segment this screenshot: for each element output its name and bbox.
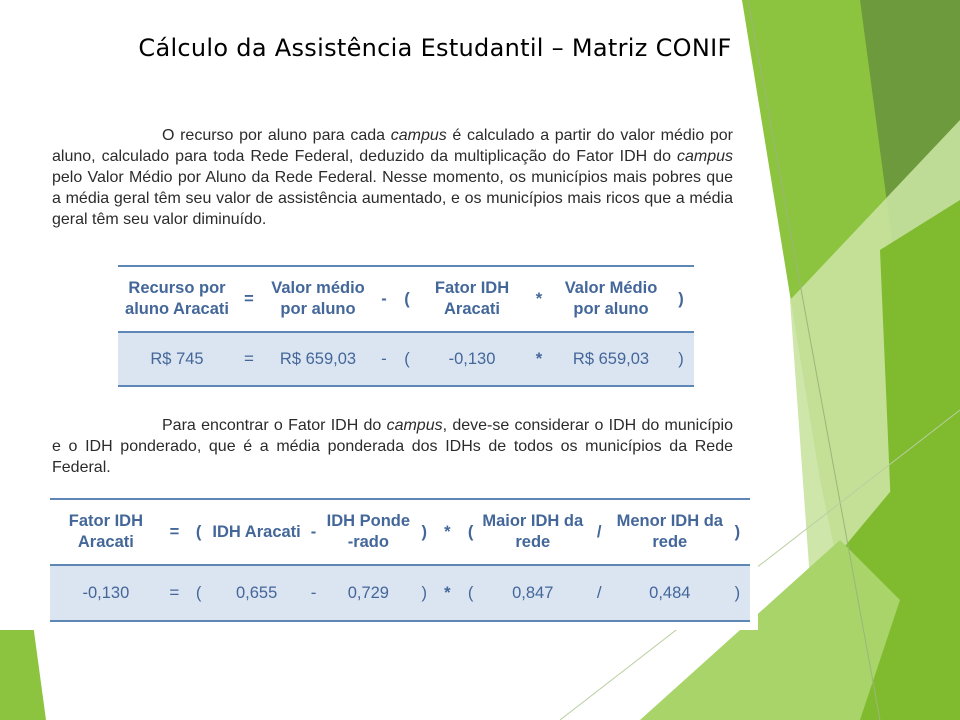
close-paren: ) (734, 584, 741, 602)
minus-sign: - (310, 522, 317, 541)
header-idh-ponderado: IDH Ponde-rado (326, 512, 411, 551)
multiply-sign: * (535, 289, 543, 308)
value-idh-aracati: 0,655 (235, 583, 278, 602)
close-paren: ) (678, 289, 684, 308)
equals-sign: = (244, 349, 254, 368)
close-paren: ) (678, 350, 684, 368)
value-menor-idh: 0,484 (649, 583, 691, 602)
open-paren: ( (467, 584, 474, 602)
value-maior-idh: 0,847 (512, 583, 554, 602)
open-paren: ( (404, 289, 410, 308)
equals-sign: = (244, 289, 254, 308)
multiply-sign: * (535, 349, 543, 368)
paragraph2-text-1: Para encontrar o Fator IDH do (162, 417, 387, 434)
formula-recurso-values-row (118, 332, 694, 386)
open-paren: ( (404, 350, 410, 368)
open-paren: ( (195, 522, 202, 541)
paragraph2-text-2: , deve-se considerar o IDH do município e o IDH ponderado, que é a média ponderada dos IDHs de todos os municípios da Rede Federal. (52, 417, 733, 476)
paragraph-recurso (52, 125, 733, 230)
close-paren: ) (734, 522, 741, 541)
value-fator-idh: -0,130 (448, 349, 496, 368)
paragraph2-campus: campus (386, 417, 443, 434)
paragraph1-text-3: pelo Valor Médio por Aluno da Rede Federal. Nesse momento, os municípios mais pobres que a média geral têm seu valor de assistência aumentado, e os municípios mais ricos que a média geral têm seu valor diminuído. (52, 169, 733, 228)
paragraph1-campus-2: campus (676, 148, 733, 165)
slide-title: Cálculo da Assistência Estudantil – Matriz CONIF (138, 34, 732, 62)
value-valor-medio: R$ 659,03 (279, 349, 357, 368)
paragraph1-text-2: é calculado a partir do valor médio por aluno, calculado para toda Rede Federal, deduzido da multiplicação do Fator IDH do (52, 127, 734, 165)
header-maior-idh: Maior IDH da rede (482, 512, 584, 551)
header-valor-medio: Valor médio por aluno (271, 279, 365, 318)
divide-sign: / (596, 522, 602, 541)
value-recurso-por-aluno: R$ 745 (150, 349, 204, 368)
equals-sign: = (169, 583, 180, 602)
header-menor-idh: Menor IDH da rede (616, 512, 723, 551)
close-paren: ) (421, 522, 427, 541)
divide-sign: / (596, 583, 602, 602)
minus-sign: - (310, 583, 317, 602)
paragraph-fator-idh (52, 415, 733, 478)
formula-recurso-header-row (118, 266, 694, 332)
equals-sign: = (169, 522, 180, 541)
multiply-sign: * (444, 583, 451, 602)
header-fator-idh: Fator IDH Aracati (434, 279, 510, 318)
value-idh-ponderado: 0,729 (347, 583, 389, 602)
formula-recurso-table (118, 265, 694, 387)
multiply-sign: * (444, 522, 451, 541)
value-fator-idh-aracati: -0,130 (82, 583, 130, 602)
minus-sign: - (381, 349, 387, 368)
formula-fator-values-row (50, 565, 750, 621)
paragraph1-text-1: O recurso por aluno para cada (162, 127, 391, 144)
open-paren: ( (195, 584, 202, 602)
header-valor-medio-por-aluno: Valor Médio por aluno (564, 279, 658, 318)
close-paren: ) (421, 584, 427, 602)
formula-fator-header-row (50, 499, 750, 565)
minus-sign: - (381, 289, 387, 308)
header-recurso-por-aluno: Recurso por aluno Aracati (125, 279, 229, 318)
formula-fator-idh-table (50, 498, 750, 622)
value-valor-medio-por-aluno: R$ 659,03 (572, 349, 650, 368)
open-paren: ( (467, 522, 474, 541)
header-fator-idh-aracati: Fator IDH Aracati (68, 512, 143, 551)
paragraph1-campus-1: campus (390, 127, 447, 144)
header-idh-aracati: IDH Aracati (212, 522, 301, 541)
